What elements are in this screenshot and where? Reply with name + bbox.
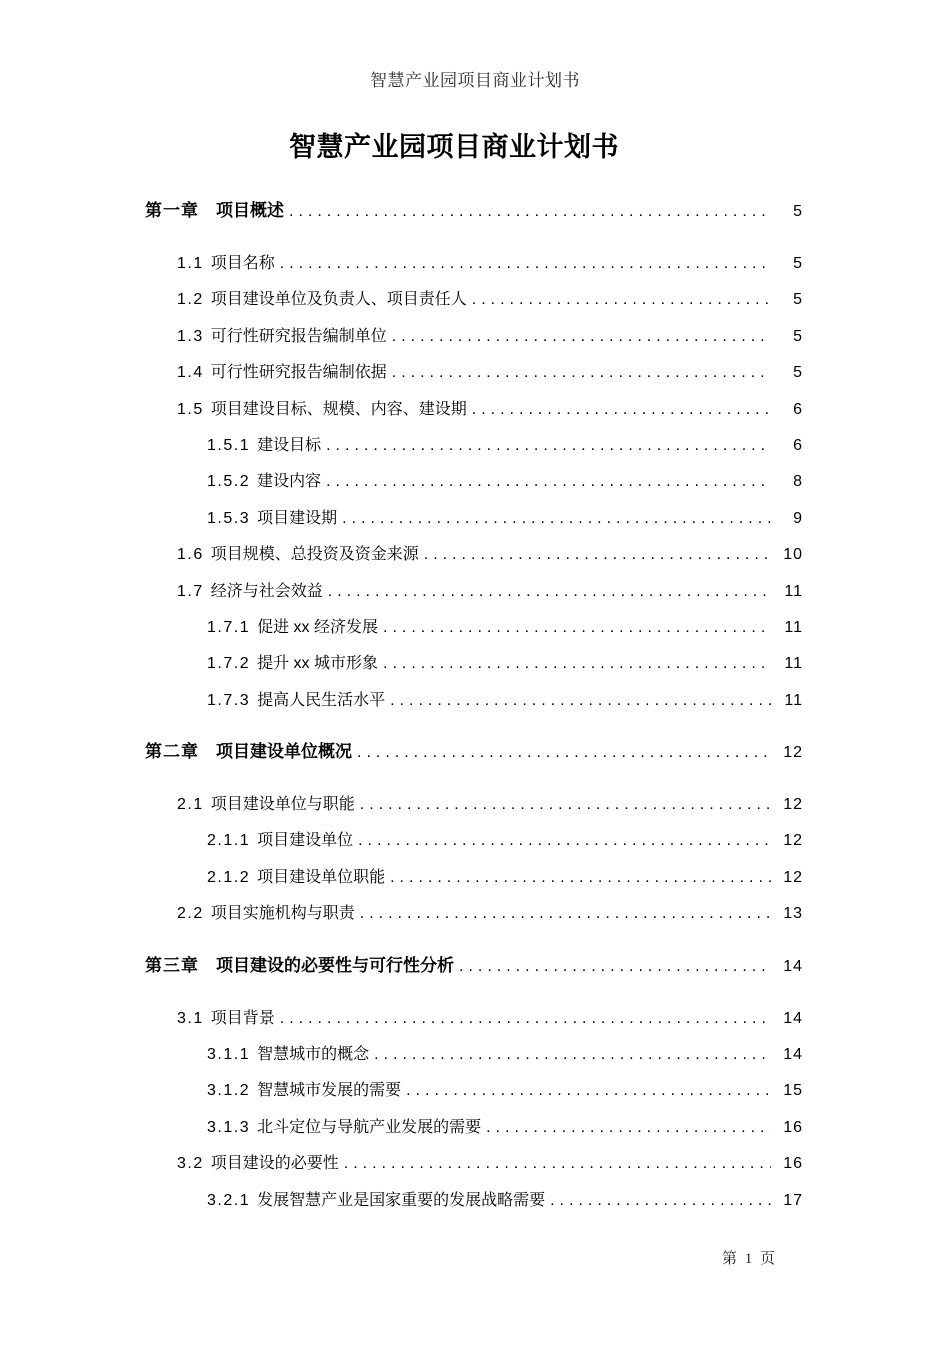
toc-leader-dots xyxy=(392,319,771,355)
toc-entry-title: 促进 xx 经济发展 xyxy=(257,618,378,636)
running-header: 智慧产业园项目商业计划书 xyxy=(370,71,580,90)
toc-entry-number: 1.5 xyxy=(177,400,204,418)
toc-entry[interactable] xyxy=(145,501,803,537)
toc-entry[interactable] xyxy=(145,537,803,573)
toc-entry-title: 项目概述 xyxy=(216,201,284,220)
toc-entry-page: 6 xyxy=(793,400,803,418)
toc-leader-dots xyxy=(360,896,771,932)
toc-leader-dots xyxy=(472,392,771,428)
toc-entry-number: 2.1 xyxy=(177,796,204,814)
toc-entry-page: 11 xyxy=(784,655,803,673)
toc-entry-page: 5 xyxy=(793,291,803,309)
toc-entry-title: 项目建设的必要性 xyxy=(210,1155,339,1173)
toc-entry[interactable] xyxy=(145,1001,803,1037)
toc-entry-number: 1.7 xyxy=(177,582,204,600)
toc-entry-title: 发展智慧产业是国家重要的发展战略需要 xyxy=(257,1191,546,1209)
toc-entry-page: 11 xyxy=(784,618,803,636)
toc-leader-dots xyxy=(550,1183,771,1219)
toc-entry[interactable] xyxy=(145,392,803,428)
toc-entry-page: 9 xyxy=(793,509,803,527)
toc-entry-page: 5 xyxy=(793,203,803,220)
toc-leader-dots xyxy=(280,1001,771,1037)
toc-entry-page: 11 xyxy=(784,582,803,600)
toc-leader-dots xyxy=(342,501,771,537)
toc-entry-number: 2.1.2 xyxy=(207,868,251,886)
toc-entry-title: 项目建设单位及负责人、项目责任人 xyxy=(210,291,467,309)
toc-entry-page: 16 xyxy=(783,1155,803,1173)
toc-entry-title: 项目建设期 xyxy=(257,509,338,527)
toc-entry[interactable] xyxy=(145,896,803,932)
toc-entry-title: 项目名称 xyxy=(210,255,275,272)
toc-leader-dots xyxy=(383,610,771,646)
toc-entry-title: 项目建设单位与职能 xyxy=(210,796,355,814)
toc-entry-title: 智慧城市发展的需要 xyxy=(257,1082,402,1100)
toc-entry-title: 项目建设目标、规模、内容、建设期 xyxy=(210,400,467,418)
toc-leader-dots xyxy=(326,464,771,500)
toc-chapter-entry[interactable] xyxy=(145,733,803,770)
toc-leader-dots xyxy=(424,537,771,573)
toc-leader-dots xyxy=(390,860,771,896)
toc-entry[interactable] xyxy=(145,823,803,859)
toc-entry-title: 经济与社会效益 xyxy=(210,582,323,600)
toc-entry[interactable] xyxy=(145,1037,803,1073)
toc-entry-title: 可行性研究报告编制依据 xyxy=(210,364,387,382)
toc-entry-number: 1.3 xyxy=(177,327,204,345)
toc-entry-title: 项目建设单位职能 xyxy=(257,868,386,886)
toc-leader-dots xyxy=(326,428,771,464)
toc-entry-page: 12 xyxy=(783,868,803,886)
toc-leader-dots xyxy=(486,1110,771,1146)
toc-entry[interactable] xyxy=(145,428,803,464)
toc-entry-page: 8 xyxy=(793,473,803,491)
toc-entry[interactable] xyxy=(145,1073,803,1109)
toc-entry[interactable] xyxy=(145,1146,803,1182)
toc-leader-dots xyxy=(280,246,771,282)
toc-entry-title: 北斗定位与导航产业发展的需要 xyxy=(257,1118,482,1136)
toc-leader-dots xyxy=(289,193,771,230)
toc-entry-page: 14 xyxy=(783,1009,803,1027)
toc-entry-page: 12 xyxy=(783,744,803,762)
toc-leader-dots xyxy=(344,1146,771,1182)
toc-entry-page: 12 xyxy=(783,832,803,850)
toc-leader-dots xyxy=(392,355,771,391)
toc-entry-number: 1.5.1 xyxy=(207,436,251,454)
toc-entry-number: 1.4 xyxy=(177,364,204,382)
toc-leader-dots xyxy=(328,574,771,610)
toc-entry-number: 3.2 xyxy=(177,1155,204,1173)
toc-entry-number: 1.6 xyxy=(177,546,204,564)
toc-leader-dots xyxy=(360,787,771,823)
toc-entry-title: 提升 xx 城市形象 xyxy=(257,655,378,673)
document-title: 智慧产业园项目商业计划书 xyxy=(289,132,619,162)
toc-entry-page: 10 xyxy=(783,546,803,564)
toc-entry-number: 1.2 xyxy=(177,291,204,309)
toc-entry-page: 5 xyxy=(793,364,803,382)
toc-entry[interactable] xyxy=(145,610,803,646)
toc-entry-number: 1.7.2 xyxy=(207,655,251,673)
toc-entry-page: 6 xyxy=(793,436,803,454)
toc-entry-page: 16 xyxy=(783,1118,803,1136)
toc-entry-page: 17 xyxy=(783,1191,803,1209)
toc-entry-number: 1.7.1 xyxy=(207,618,251,636)
toc-entry-number: 1.1 xyxy=(177,255,204,272)
toc-entry-page: 5 xyxy=(793,255,803,272)
toc-entry[interactable] xyxy=(145,646,803,682)
toc-entry-title: 项目建设单位 xyxy=(257,832,354,850)
toc-entry-title: 提高人民生活水平 xyxy=(257,691,386,709)
toc-leader-dots xyxy=(383,646,771,682)
toc-leader-dots xyxy=(459,948,771,985)
toc-leader-dots xyxy=(390,683,771,719)
toc-entry-number: 3.1 xyxy=(177,1009,204,1027)
toc-entry-title: 建设目标 xyxy=(257,436,322,454)
toc-entry[interactable] xyxy=(145,683,803,719)
toc-entry[interactable] xyxy=(145,464,803,500)
toc-entry-page: 14 xyxy=(783,957,803,975)
toc-entry-number: 1.5.2 xyxy=(207,473,251,491)
toc-entry[interactable] xyxy=(145,246,803,282)
toc-leader-dots xyxy=(358,823,771,859)
toc-entry[interactable] xyxy=(145,787,803,823)
toc-entry-number: 3.1.2 xyxy=(207,1082,251,1100)
toc-leader-dots xyxy=(406,1073,771,1109)
toc-entry-page: 15 xyxy=(783,1082,803,1100)
toc-entry[interactable] xyxy=(145,1183,803,1219)
toc-chapter-entry[interactable] xyxy=(145,947,803,984)
toc-entry-number: 2.2 xyxy=(177,905,204,923)
toc-entry[interactable] xyxy=(145,319,803,355)
toc-entry-title: 项目建设单位概况 xyxy=(216,742,352,762)
toc-entry-number: 第一章 xyxy=(145,201,199,220)
toc-entry-page: 5 xyxy=(793,327,803,345)
toc-entry[interactable] xyxy=(145,574,803,610)
toc-entry-title: 智慧城市的概念 xyxy=(257,1046,370,1064)
toc-leader-dots xyxy=(472,282,771,318)
toc-entry-title: 建设内容 xyxy=(257,473,322,491)
toc-entry-title: 项目背景 xyxy=(210,1009,275,1027)
toc-entry[interactable] xyxy=(145,282,803,318)
toc-entry-number: 3.2.1 xyxy=(207,1191,251,1209)
toc-entry-number: 2.1.1 xyxy=(207,832,251,850)
toc-entry-number: 1.5.3 xyxy=(207,509,251,527)
page-footer: 第 1 页 xyxy=(721,1251,777,1267)
toc-entry-title: 项目实施机构与职责 xyxy=(210,905,355,923)
table-of-contents xyxy=(145,178,803,1219)
toc-entry-number: 3.1.1 xyxy=(207,1046,251,1064)
toc-entry-page: 11 xyxy=(784,691,803,709)
toc-entry-page: 12 xyxy=(783,796,803,814)
toc-entry[interactable] xyxy=(145,860,803,896)
toc-entry[interactable] xyxy=(145,355,803,391)
toc-leader-dots xyxy=(374,1037,771,1073)
toc-entry-title: 项目建设的必要性与可行性分析 xyxy=(216,955,454,975)
toc-entry-number: 1.7.3 xyxy=(207,691,251,709)
toc-entry-page: 13 xyxy=(783,905,803,923)
toc-entry[interactable] xyxy=(145,1110,803,1146)
toc-entry-title: 项目规模、总投资及资金来源 xyxy=(210,546,419,564)
toc-entry-page: 14 xyxy=(783,1046,803,1064)
toc-entry-title: 可行性研究报告编制单位 xyxy=(210,327,387,345)
toc-entry-number: 第三章 xyxy=(145,955,199,975)
toc-chapter-entry[interactable] xyxy=(145,192,803,229)
toc-entry-number: 3.1.3 xyxy=(207,1118,251,1136)
toc-entry-number: 第二章 xyxy=(145,742,199,762)
toc-leader-dots xyxy=(357,734,771,771)
